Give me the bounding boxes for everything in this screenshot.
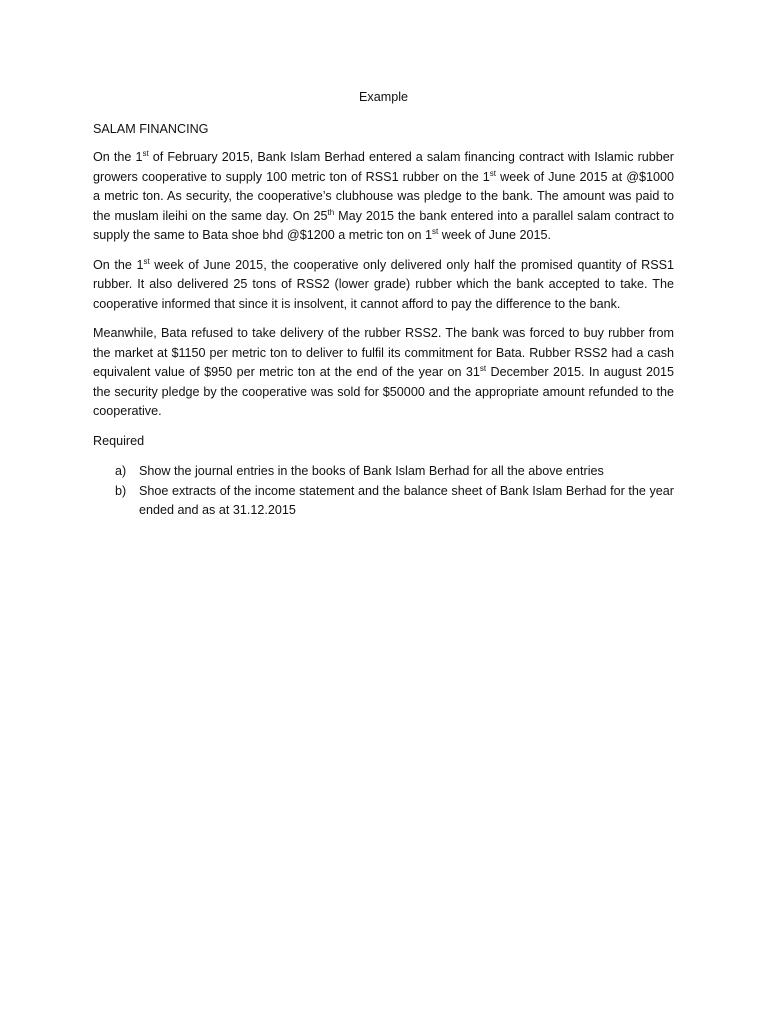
- paragraph-text: week of June 2015.: [438, 228, 552, 242]
- required-label: Required: [93, 433, 145, 448]
- paragraph-text: December 2015. In august 2015 the security pledge by the cooperative was sold for $50000 and the appropriate amount refunded to the cooperative.: [93, 365, 674, 418]
- requirements-list: [93, 462, 674, 521]
- paragraph-text: of February 2015, Bank Islam Berhad entered a salam financing contract with Islamic rubber growers cooperative to supply 100 metric ton of RSS1 rubber on the 1: [93, 150, 674, 184]
- paragraph-text: May 2015 the bank entered into a parallel salam contract to supply the same to Bata shoe bhd @$1200 a metric ton on 1: [93, 208, 674, 242]
- paragraph-delivery: [93, 256, 674, 315]
- list-marker: b): [115, 483, 127, 498]
- list-marker: a): [115, 464, 127, 478]
- paragraph-text: On the 1: [93, 257, 144, 272]
- ordinal-suffix: st: [489, 168, 497, 178]
- list-item-text: Shoe extracts of the income statement and the balance sheet of Bank Islam Berhad for the year ended and as at 31.12.2015: [139, 483, 674, 517]
- ordinal-suffix: th: [327, 207, 335, 217]
- list-item: [93, 462, 674, 482]
- ordinal-suffix: st: [479, 363, 487, 373]
- document-page: [93, 88, 674, 521]
- paragraph-text: Meanwhile, Bata refused to take delivery of the rubber RSS2. The bank was forced to buy rubber from the market at $1150 per metric ton to deliver to fulfil its commitment for Bata. Rubber RSS2 had a cash equivalent value of $950 per metric ton at the end of the year on 31: [93, 326, 674, 379]
- ordinal-suffix: st: [432, 226, 439, 236]
- paragraph-text: On the 1: [93, 150, 143, 164]
- ordinal-suffix: st: [142, 148, 149, 158]
- list-item: [93, 482, 674, 521]
- document-title: Example: [359, 90, 408, 104]
- list-item-text: Show the journal entries in the books of Bank Islam Berhad for all the above entries: [139, 464, 604, 478]
- paragraph-text: week of June 2015, the cooperative only delivered only half the promised quantity of RSS1 rubber. It also delivered 25 tons of RSS2 (lower grade) rubber which the bank accepted to take. The cooperative informed that since it is insolvent, it cannot afford to pay the difference to the bank.: [93, 257, 674, 311]
- section-heading: SALAM FINANCING: [93, 121, 209, 136]
- paragraph-text: week of June 2015 at @$1000 a metric ton. As security, the cooperative’s clubhouse was pledge to the bank. The amount was paid to the muslam ileihi on the same day. On 25: [93, 169, 674, 223]
- paragraph-contract: [93, 148, 674, 246]
- ordinal-suffix: st: [143, 256, 150, 266]
- paragraph-meanwhile: [93, 324, 674, 422]
